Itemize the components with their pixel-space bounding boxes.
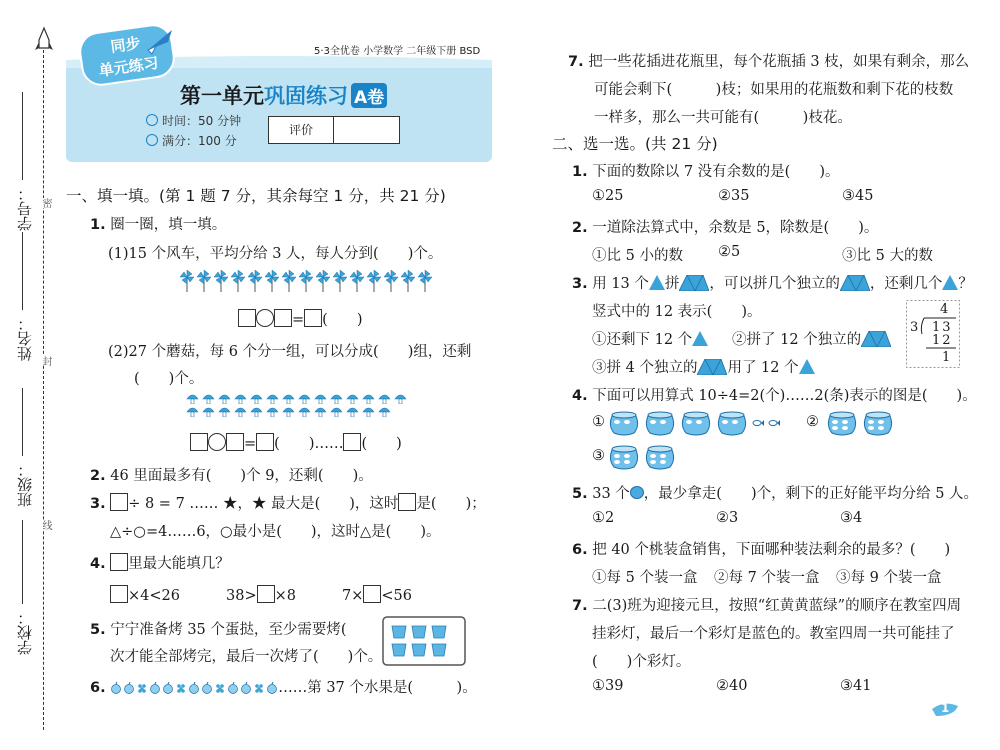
apple-icon [240,682,252,694]
s2q2-option-2[interactable]: ②5 [718,244,741,260]
pinwheel-icon [418,270,432,292]
q4-expr3-a: 7× [342,588,364,604]
q6-number: 6. [90,680,106,696]
s2q3-text-a2: 拼 [664,276,680,292]
s2q2-number: 2. [572,220,588,236]
clock-icon [146,114,158,126]
s2q7-number: 7. [572,598,588,614]
mushroom-icon [266,406,279,417]
q1-part2-equation: = ( )…… ( ) [190,432,402,453]
triangle-icon [692,331,708,346]
mushroom-icon [314,406,327,417]
mushroom-icon [282,406,295,417]
grape-icon [136,682,148,694]
rocket-icon [142,26,182,56]
triangle-icon [942,275,958,290]
mushroom-icon [266,393,279,404]
q4-expr2-a: 38> [226,588,257,604]
mushroom-icon [330,406,343,417]
answer-square[interactable] [256,433,274,451]
q3-text-a: ÷ 8 = 7 …… ★，★ 最大是( )，这时 [128,496,399,512]
s2q3-option-2-text: ②拼了 12 个独立的 [732,332,862,348]
triangle-pair-icon [679,275,709,291]
mushroom-icon [298,393,311,404]
fishbowl-icon [608,410,640,436]
school-field[interactable] [22,520,23,604]
pinwheel-icon [265,270,279,292]
cut-mark-mi: 密 [40,198,51,208]
q7-line-a [568,50,969,71]
s2q3-text-a3: ，可以拼几个独立的 [709,276,840,292]
fruit-sequence [110,682,278,694]
name-label: 姓名： [16,316,34,361]
s2q4-option-3[interactable] [592,448,605,464]
s2q4-option-1-label: ① [592,414,605,430]
q1-part1-equation: = ( ) [238,308,362,329]
q1-number: 1. [90,217,106,233]
mushroom-icon [330,393,343,404]
q7-line-b: 可能会剩下( )枝；如果用的花瓶数和剩下花的枝数 [594,82,954,98]
school-label: 学校： [16,610,34,655]
q4-expr2 [226,585,296,604]
s2q5-text [572,482,978,503]
grape-icon [253,682,265,694]
grape-icon [175,682,187,694]
answer-square[interactable] [190,433,208,451]
s2q3-text-a5: ？ [958,276,973,292]
apple-icon [266,682,278,694]
answer-square[interactable] [398,493,416,511]
operator-circle[interactable] [256,309,274,327]
pinwheel-icon [333,270,347,292]
student-id-label: 学号： [16,186,34,231]
s2q4-option-1[interactable] [592,414,605,430]
s2q5-option-1[interactable]: ①2 [592,510,615,526]
q1-part1: (1)15 个风车，平均分给 3 人，每人分到( )个。 [108,246,443,262]
apple-icon [227,682,239,694]
triangle-icon [649,275,665,290]
mushroom-icon [378,393,391,404]
mushroom-icon [234,406,247,417]
q1-text [90,213,226,234]
s2q6-option-1[interactable]: ①每 5 个装一盒 [592,570,698,586]
fishbowl-icon [826,410,858,436]
answer-square[interactable] [363,585,381,603]
s2q4-stem: 下面可以用算式 10÷4=2(个)……2(条)表示的图是( )。 [592,388,977,404]
page-number-text: 1 [941,701,950,715]
long-division-figure [906,300,960,368]
rocket-icon [34,26,54,54]
s2q6-option-2[interactable]: ②每 7 个装一盒 [714,570,820,586]
fishbowl-icon [716,410,748,436]
s2q3-option-3-text-a: ③拼 4 个独立的 [592,360,698,376]
answer-square[interactable] [110,553,128,571]
pinwheel-icon [197,270,211,292]
time-info [146,112,241,129]
q5-text-a: 宁宁准备烤 35 个蛋挞，至少需要烤( [110,622,347,638]
s2q3-option-3-text-b: 用了 12 个 [727,360,799,376]
apple-icon [123,682,135,694]
mushroom-icon [362,406,375,417]
q2-stem: 46 里面最多有( )个 9，还剩( )。 [110,468,373,484]
mushroom-icon [314,393,327,404]
evaluation-field[interactable] [334,117,399,143]
s2q5-text-b: ，最少拿走( )个，剩下的正好能平均分给 5 人。 [643,486,979,502]
s2q4-number: 4. [572,388,588,404]
pinwheel-icon [180,270,194,292]
time-label: 时间：50 分钟 [162,114,242,128]
q2-text [90,464,373,485]
triangle-pair-icon [840,275,870,291]
division-dividend: 13 [932,320,953,335]
pinwheel-icon [316,270,330,292]
fish-icon [768,419,780,427]
q7-line-c: 一样多，那么一共可能有( )枝花。 [594,110,852,126]
s2q4-text [572,384,977,405]
apple-icon [188,682,200,694]
division-quotient: 4 [940,302,949,317]
answer-square[interactable] [274,309,292,327]
mushroom-row [186,393,418,404]
unit-blank[interactable]: ( ) [361,436,402,452]
apple-icon [162,682,174,694]
answer-square[interactable] [343,433,361,451]
s2q7-option-1[interactable]: ①39 [592,678,624,694]
s2q5-text-a: 33 个 [592,486,630,502]
page-number [930,700,960,718]
fishbowl-icon [644,444,676,470]
series-label: 5·3全优卷 小学数学 二年级下册 BSD [314,46,481,57]
q4-expr1-text: ×4<26 [128,588,180,604]
s2q5-option-2[interactable]: ②3 [716,510,739,526]
q4-stem: 里最大能填几？ [128,556,230,572]
q5-line-b: 次才能全部烤完，最后一次烤了( )个。 [110,649,383,665]
s2q2-stem: 一道除法算式中，余数是 5，除数是( )。 [592,220,879,236]
q3-line-a [90,492,486,513]
bun-icon [630,486,644,499]
division-product: 12 [932,333,953,348]
pinwheel-icon [401,270,415,292]
s2q5-number: 5. [572,486,588,502]
pinwheel-icon [299,270,313,292]
mushroom-icon [202,393,215,404]
answer-square[interactable] [226,433,244,451]
mushroom-row [186,406,418,417]
q7-number: 7. [568,54,584,70]
apple-icon [149,682,161,694]
pinwheel-icon [231,270,245,292]
q2-number: 2. [90,468,106,484]
unit-blank[interactable]: ( )…… [274,436,344,452]
name-field[interactable] [22,232,23,310]
check-icon [146,134,158,146]
fishbowl-icon [644,410,676,436]
class-label: 班级： [16,462,34,507]
s2q2-option-3[interactable]: ③比 5 大的数 [842,248,933,264]
mushroom-icon [362,393,375,404]
mushroom-icon [186,393,199,404]
q4-number: 4. [90,556,106,572]
division-divisor: 3 [910,320,919,335]
title-badge: A卷 [351,83,387,108]
mushroom-icon [250,393,263,404]
fishbowl-group-3 [608,444,676,470]
q1-part2-a: (2)27 个蘑菇，每 6 个分一组，可以分成( )组，还剩 [108,344,472,360]
answer-square[interactable] [304,309,322,327]
mushroom-icon [298,406,311,417]
mushroom-grid [186,393,418,417]
egg-tart-tray-icon [382,616,466,666]
q4-expr2-b: ×8 [274,588,296,604]
triangle-pair-icon [861,331,891,347]
apple-icon [110,682,122,694]
mushroom-icon [282,393,295,404]
cut-line [43,50,44,730]
fishbowl-icon [862,410,894,436]
mushroom-icon [234,393,247,404]
section1-heading: 一、填一填。(第 1 题 7 分，其余每空 1 分，共 21 分) [66,187,446,205]
s2q3-text-a1: 用 13 个 [592,276,649,292]
q3-number: 3. [90,496,106,512]
pinwheel-icon [350,270,364,292]
fishbowl-group-1 [608,410,780,436]
evaluation-box [268,116,400,144]
fishbowl-group-2 [826,410,894,436]
q3-line-b: △÷○=4……6，○最小是( )，这时△是( )。 [110,524,441,540]
fishbowl-icon [680,410,712,436]
mushroom-icon [250,406,263,417]
s2q3-option-2[interactable] [732,328,891,349]
q4-expr3-b: <56 [381,588,412,604]
s2q3-option-1[interactable] [592,328,708,349]
answer-square[interactable] [110,585,128,603]
fish-icon [752,419,764,427]
s2q1-option-2[interactable]: ②35 [718,188,750,204]
mushroom-icon [346,393,359,404]
s2q7-line-b: 挂彩灯，最后一个彩灯是蓝色的。教室四周一共可能挂了 [592,626,955,642]
s2q3-line-a [572,272,973,293]
mushroom-icon [218,393,231,404]
score-label: 满分：100 分 [162,134,237,148]
mushroom-icon [202,406,215,417]
q7-text-a: 把一些花插进花瓶里，每个花瓶插 3 枝，如果有剩余，那么 [588,54,970,70]
s2q3-line-b: 竖式中的 12 表示( )。 [592,304,762,320]
pinwheel-icon [367,270,381,292]
pinwheel-icon [282,270,296,292]
mushroom-icon [378,406,391,417]
s2q1-option-1[interactable]: ①25 [592,188,624,204]
s2q6-text [572,538,950,559]
mushroom-icon [346,406,359,417]
s2q7-text-a: 二(3)班为迎接元旦，按照“红黄黄蓝绿”的顺序在教室四周 [592,598,962,614]
answer-square[interactable] [110,493,128,511]
q4-expr3 [342,585,412,604]
s2q1-number: 1. [572,164,588,180]
q3-text-a-tail: 是( )； [416,496,486,512]
q4-expr1 [110,585,180,604]
s2q1-option-3[interactable]: ③45 [842,188,874,204]
section2-heading: 二、选一选。(共 21 分) [552,135,718,153]
title-highlight: 巩固练习 [264,84,348,108]
student-id-field[interactable] [22,92,23,180]
grape-icon [214,682,226,694]
q1-stem: 圈一圈，填一填。 [110,217,227,233]
q1-part2-b: ( )个。 [134,371,204,387]
page-title [180,80,387,110]
apple-icon [201,682,213,694]
pinwheel-icon [384,270,398,292]
pinwheel-icon [214,270,228,292]
s2q7-line-c: ( )个彩灯。 [592,654,691,670]
q6-text: ……第 37 个水果是( )。 [278,680,477,696]
q5-line-a [90,618,347,639]
cut-mark-feng: 封 [40,356,51,366]
s2q6-option-3[interactable]: ③每 9 个装一盒 [836,570,942,586]
s2q3-number: 3. [572,276,588,292]
s2q3-text-a4: ，还剩几个 [869,276,943,292]
pinwheel-row [180,270,432,292]
answer-square[interactable] [257,585,275,603]
title-prefix: 第一单元 [180,84,264,108]
fishbowl-icon [608,444,640,470]
score-info [146,132,237,149]
s2q7-line-a [572,594,961,615]
answer-square[interactable] [238,309,256,327]
pinwheel-icon [248,270,262,292]
s2q6-stem: 把 40 个桃装盒销售，下面哪种装法剩余的最多？( ) [592,542,951,558]
cut-mark-xian: 线 [40,520,51,530]
unit-blank[interactable]: ( ) [322,312,363,328]
s2q4-option-2[interactable] [806,414,819,430]
s2q2-text [572,216,878,237]
q4-text [90,552,230,573]
s2q1-stem: 下面的数除以 7 没有余数的是( )。 [592,164,840,180]
class-field[interactable] [22,388,23,456]
q5-number: 5. [90,622,106,638]
triangle-icon [799,359,815,374]
s2q2-option-1[interactable]: ①比 5 小的数 [592,248,683,264]
s2q3-option-3[interactable] [592,356,815,377]
s2q7-option-2[interactable]: ②40 [716,678,748,694]
binding-margin [0,0,62,750]
evaluation-label: 评价 [269,117,334,143]
s2q7-option-3[interactable]: ③41 [840,678,872,694]
s2q5-option-3[interactable]: ③4 [840,510,863,526]
sync-badge-line2: 单元练习 [97,53,160,80]
q6-line [90,676,477,697]
mushroom-icon [186,406,199,417]
operator-circle[interactable] [208,433,226,451]
s2q3-option-1-text: ①还剩下 12 个 [592,332,693,348]
mushroom-icon [394,393,407,404]
triangle-pair-icon [697,359,727,375]
s2q6-number: 6. [572,542,588,558]
s2q1-text [572,160,839,181]
s2q4-option-3-label: ③ [592,448,605,464]
mushroom-icon [218,406,231,417]
division-remainder: 1 [942,350,951,365]
s2q4-option-2-label: ② [806,414,819,430]
sync-badge-line1: 同步 [109,34,142,57]
